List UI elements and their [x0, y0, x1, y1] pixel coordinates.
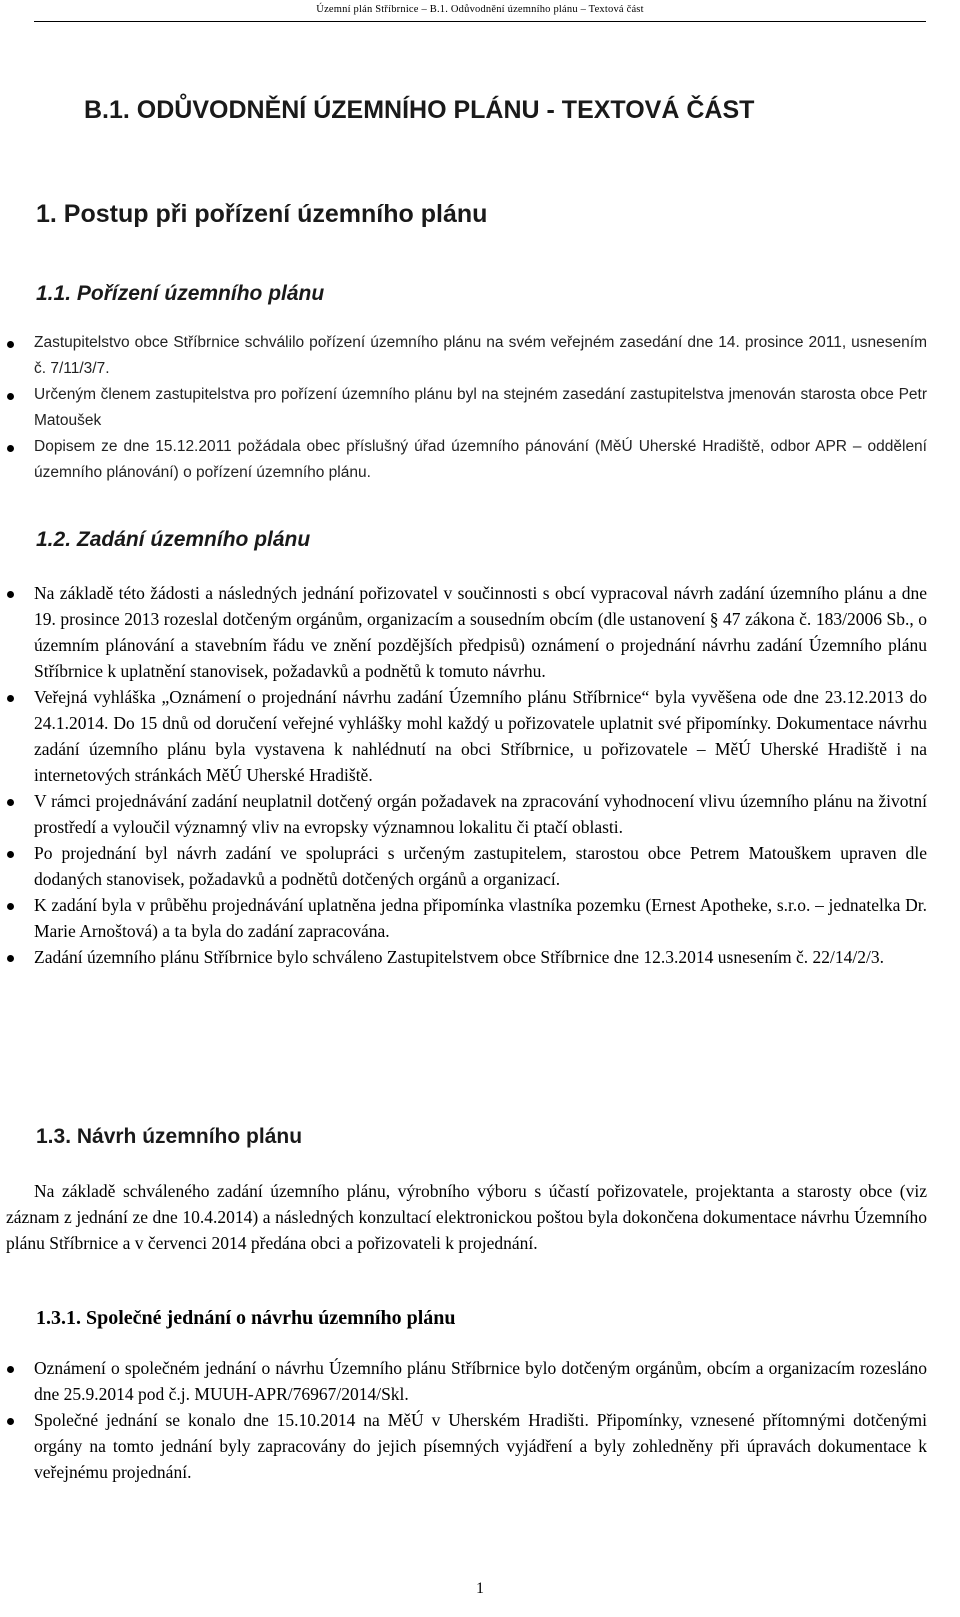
- list-item-text: Oznámení o společném jednání o návrhu Územního plánu Stříbrnice bylo dotčeným orgánům, obcím a organizacím rozesláno dne 25.9.2014 pod č.j. MUUH-APR/76967/2014/Skl.: [34, 1358, 927, 1404]
- bullet-icon: [7, 695, 14, 702]
- list-item: [0, 840, 960, 892]
- list-item-text: Společné jednání se konalo dne 15.10.2014 na MěÚ v Uherském Hradišti. Připomínky, vznesené přítomnými dotčenými orgány na tomto jednání byly zapracovány do jejich písemných vyjádření a byly zohledněny při úpravách dokumentace k veřejnému projednání.: [34, 1410, 927, 1482]
- section-1-3-1-title: 1.3.1. Společné jednání o návrhu územního plánu: [36, 1307, 456, 1329]
- header-rule: [34, 21, 926, 22]
- bullet-icon: [7, 591, 14, 598]
- list-item-text: V rámci projednávání zadání neuplatnil dotčený orgán požadavek na zpracování vyhodnocení vlivu územního plánu na životní prostředí a vyloučil významný vliv na evropsky významnou lokalitu či ptačí oblasti.: [34, 791, 927, 837]
- section-1-2-list: [0, 580, 960, 970]
- list-item-text: Zastupitelstvo obce Stříbrnice schválilo pořízení územního plánu na svém veřejném zasedání dne 14. prosince 2011, usnesením č. 7/11/3/7.: [34, 334, 927, 377]
- list-item-text: Dopisem ze dne 15.12.2011 požádala obec příslušný úřad územního pánování (MěÚ Uherské Hradiště, odbor APR – oddělení územního plánování) o pořízení územního plánu.: [34, 438, 927, 481]
- section-1-2-title: 1.2. Zadání územního plánu: [36, 528, 311, 551]
- list-item: [0, 1407, 960, 1485]
- list-item: [0, 684, 960, 788]
- page-number: 1: [476, 1580, 484, 1597]
- list-item-text: Zadání územního plánu Stříbrnice bylo schváleno Zastupitelstvem obce Stříbrnice dne 12.3.2014 usnesením č. 22/14/2/3.: [34, 947, 885, 967]
- main-title: B.1. ODŮVODNĚNÍ ÚZEMNÍHO PLÁNU - TEXTOVÁ ČÁST: [84, 96, 755, 124]
- section-1-1-title: 1.1. Pořízení územního plánu: [36, 282, 325, 305]
- bullet-icon: [7, 955, 14, 962]
- bullet-icon: [7, 341, 14, 348]
- bullet-icon: [7, 851, 14, 858]
- section-1-3-title: 1.3. Návrh územního plánu: [36, 1125, 303, 1148]
- list-item: [0, 944, 960, 970]
- bullet-icon: [7, 445, 14, 452]
- list-item: [0, 892, 960, 944]
- list-item-text: K zadání byla v průběhu projednávání uplatněna jedna připomínka vlastníka pozemku (Ernest Apotheke, s.r.o. – jednatelka Dr. Marie Arnoštová) a ta byla do zadání zapracována.: [34, 895, 927, 941]
- bullet-icon: [7, 393, 14, 400]
- list-item-text: Po projednání byl návrh zadání ve spolupráci s určeným zastupitelem, starostou obce Petrem Matouškem upraven dle dodaných stanovisek, požadavků a podnětů dotčených orgánů a organizací.: [34, 843, 927, 889]
- running-header: Územní plán Stříbrnice – B.1. Odůvodnění územního plánu – Textová část: [316, 4, 644, 15]
- list-item-text: Určeným členem zastupitelstva pro pořízení územního plánu byl na stejném zasedání zastupitelstva jmenován starosta obce Petr Matoušek: [34, 386, 927, 429]
- list-item: [0, 580, 960, 684]
- bullet-icon: [7, 1418, 14, 1425]
- bullet-icon: [7, 1366, 14, 1373]
- list-item: [0, 330, 960, 382]
- list-item: [0, 434, 960, 486]
- list-item: [0, 788, 960, 840]
- section-1-1-list: [0, 330, 960, 486]
- list-item: [0, 1355, 960, 1407]
- section-1-3-paragraph: Na základě schváleného zadání územního plánu, výrobního výboru s účastí pořizovatele, projektanta a starosty obce (viz záznam z jednání ze dne 10.4.2014) a následných konzultací elektronickou poštou byla dokončena dokumentace návrhu Územního plánu Stříbrnice a v červenci 2014 předána obci a pořizovateli k projednání.: [6, 1181, 927, 1253]
- section-1-title: 1. Postup při pořízení územního plánu: [36, 200, 488, 228]
- bullet-icon: [7, 799, 14, 806]
- list-item-text: Veřejná vyhláška „Oznámení o projednání návrhu zadání Územního plánu Stříbrnice“ byla vyvěšena ode dne 23.12.2013 do 24.1.2014. Do 15 dnů od doručení veřejné vyhlášky mohl každý u pořizovatele uplatnit své připomínky. Dokumentace návrhu zadání územního plánu byla vystavena k nahlédnutí na obci Stříbrnice, u pořizovatele – MěÚ Uherské Hradiště i na internetových stránkách MěÚ Uherské Hradiště.: [34, 687, 927, 785]
- bullet-icon: [7, 903, 14, 910]
- list-item-text: Na základě této žádosti a následných jednání pořizovatel v součinnosti s obcí vypracoval návrh zadání územního plánu a dne 19. prosince 2013 rozeslal dotčeným orgánům, organizacím a sousedním obcím (dle ustanovení § 47 zákona č. 183/2006 Sb., o územním plánování a stavebním řádu ve znění pozdějších předpisů) oznámení o projednání návrhu zadání Územního plánu Stříbrnice k uplatnění stanovisek, požadavků a podnětů k tomuto návrhu.: [34, 583, 927, 681]
- list-item: [0, 382, 960, 434]
- section-1-3-1-list: [0, 1355, 960, 1485]
